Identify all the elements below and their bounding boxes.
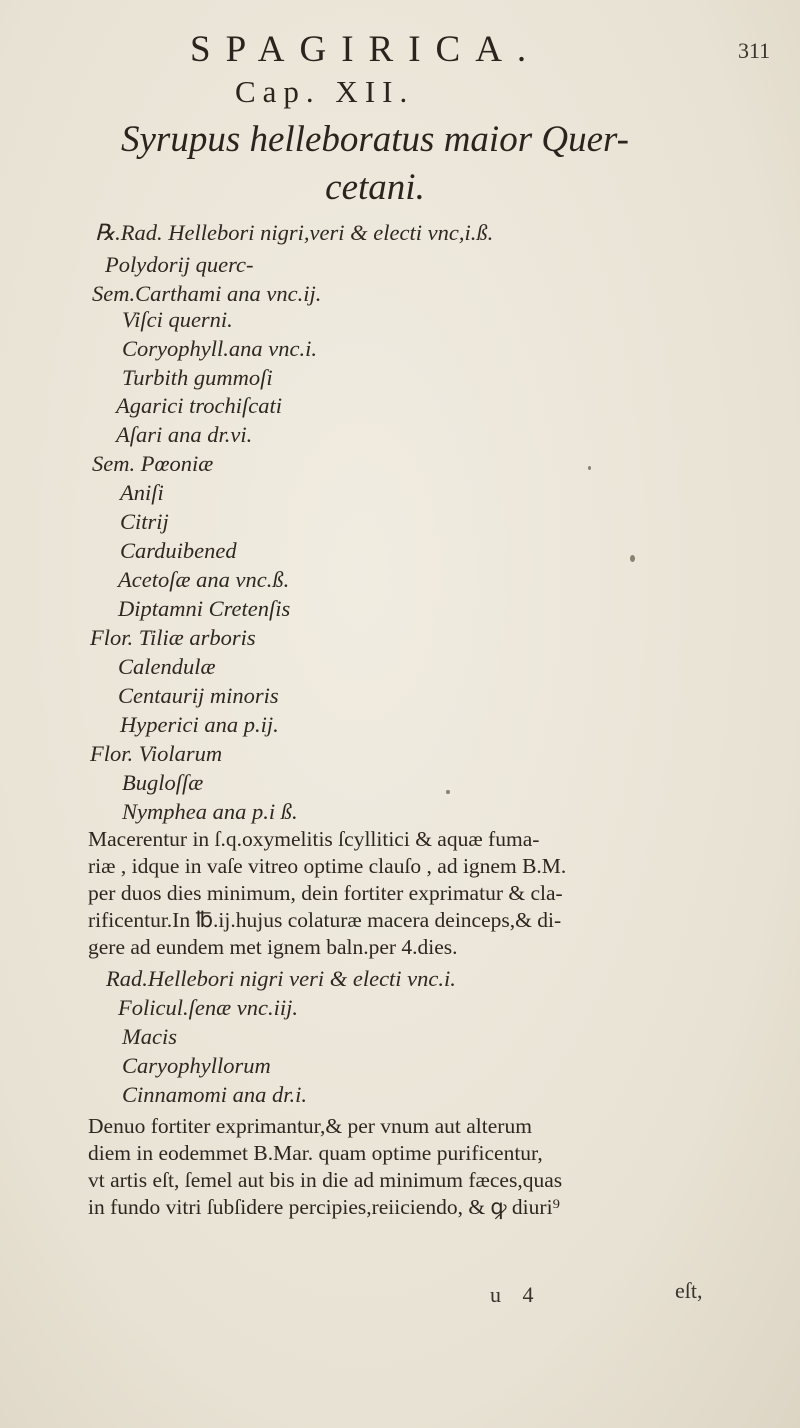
text-line: vt artis eſt, ſemel aut bis in die ad minimum fæces,quas (88, 1168, 563, 1192)
ingredient-line: Flor. Violarum (90, 741, 223, 766)
ingredient-line: Hyperici ana p.ij. (120, 712, 279, 737)
ingredient-line: Coryophyll.ana vnc.i. (122, 336, 317, 361)
text-line: diem in eodemmet B.Mar. quam optime purificentur, (88, 1141, 543, 1165)
ingredient-line: Diptamni Cretenſis (118, 596, 291, 621)
ingredient-line: Carduibened (120, 538, 237, 563)
running-title: SPAGIRICA. (190, 29, 542, 70)
ingredient-line: Macis (122, 1024, 177, 1049)
ingredient-line: Acetoſæ ana vnc.ß. (118, 567, 290, 592)
ingredient-line: Folicul.ſenæ vnc.iij. (118, 995, 298, 1020)
paper-speck (446, 790, 450, 794)
instruction-paragraph-1 (88, 826, 738, 961)
ingredient-line: Agarici trochiſcati (116, 393, 283, 418)
catchword: eſt, (675, 1278, 703, 1303)
ingredient-line: Calendulæ (118, 654, 216, 679)
ingredient-line: Cinnamomi ana dr.i. (122, 1082, 308, 1107)
text-line: riæ , idque in vaſe vitreo optime clauſo , ad ignem B.M. (88, 854, 567, 878)
ingredient-line: Sem.Carthami ana vnc.ij. (92, 281, 322, 306)
ingredient-line: Citrij (120, 509, 169, 534)
ingredient-line: ℞.Rad. Hellebori nigri,veri & electi vnc,i.ß. (95, 220, 494, 245)
page-number: 311 (738, 38, 771, 63)
text-line: gere ad eundem met ignem baln.per 4.dies. (88, 935, 458, 959)
ingredient-line: Aniſi (120, 480, 164, 505)
ingredient-line: Sem. Pœoniæ (92, 451, 214, 476)
recipe-title-line-2: cetani. (325, 167, 425, 208)
recipe-title-line-1: Syrupus helleboratus maior Quer- (121, 119, 629, 160)
ingredient-line: Bugloſſæ (122, 770, 204, 795)
ingredient-line: Viſci querni. (122, 307, 233, 332)
ingredient-line: Aſari ana dr.vi. (116, 422, 253, 447)
instruction-paragraph-2 (88, 1113, 738, 1221)
text-line: Denuo fortiter exprimantur,& per vnum aut alterum (88, 1114, 532, 1138)
ingredient-line: Flor. Tiliæ arboris (90, 625, 256, 650)
ingredient-line: Centaurij minoris (118, 683, 279, 708)
ingredient-line: Turbith gummoſi (122, 365, 273, 390)
text-line: Macerentur in ſ.q.oxymelitis ſcyllitici & aquæ fuma- (88, 827, 540, 851)
page-header (0, 28, 800, 68)
recipe-title (115, 116, 635, 212)
ingredient-line: Rad.Hellebori nigri veri & electi vnc.i. (106, 966, 456, 991)
text-line: in fundo vitri ſubſidere percipies,reiiciendo, & ꝙ diuri⁹ (88, 1195, 561, 1219)
text-line: rificentur.In ℔.ij.hujus colaturæ macera deinceps,& di- (88, 908, 562, 932)
paper-speck (630, 555, 635, 562)
chapter-heading: Cap. XII. (235, 74, 415, 109)
text-line: per duos dies minimum, dein fortiter exprimatur & cla- (88, 881, 563, 905)
paper-speck (588, 466, 591, 470)
ingredient-line: Polydorij querc- (105, 252, 254, 277)
signature-mark: u 4 (490, 1282, 542, 1307)
ingredient-line: Nymphea ana p.i ß. (122, 799, 298, 824)
ingredient-line: Caryophyllorum (122, 1053, 271, 1078)
